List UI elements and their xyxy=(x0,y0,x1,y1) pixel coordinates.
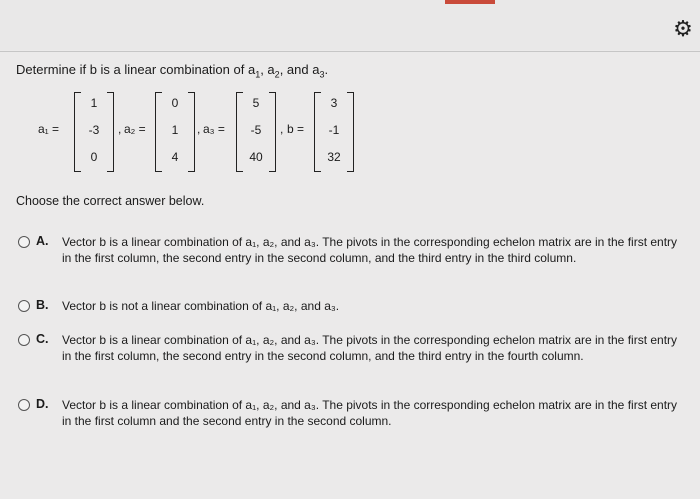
gear-icon[interactable]: ⚙ xyxy=(673,16,693,41)
vector-b xyxy=(314,92,354,170)
vector-a2 xyxy=(155,92,195,170)
choose-instruction: Choose the correct answer below. xyxy=(16,194,205,208)
vector-separator: , xyxy=(118,122,122,136)
vector-entry: 1 xyxy=(90,96,98,110)
radio-button[interactable] xyxy=(18,236,30,248)
vector-entry: -5 xyxy=(250,123,262,137)
vector-label-a1: a₁ = xyxy=(38,122,60,136)
option-text[interactable]: Vector b is a linear combination of a₁, a₂, and a₃. The pivots in the corresponding echelon matrix are in the first entry in the first column and the second entry in the second column. xyxy=(62,398,678,428)
vector-label-a3: a₃ = xyxy=(203,122,225,136)
vector-entry: 0 xyxy=(90,150,98,164)
radio-button[interactable] xyxy=(18,300,30,312)
vector-a1 xyxy=(74,92,114,170)
vector-entry: -1 xyxy=(328,123,340,137)
vector-entry: -3 xyxy=(88,123,100,137)
question-text: Determine if b is a linear combination of $a_1$, $a_2$, and $a_3$. xyxy=(16,62,329,80)
vector-label-b: b = xyxy=(287,122,305,136)
option-letter: B. xyxy=(36,298,49,312)
vector-label-a2: a₂ = xyxy=(124,122,146,136)
option-text[interactable]: Vector b is a linear combination of a₁, a₂, and a₃. The pivots in the corresponding echelon matrix are in the first entry in the first column, the second entry in the second column, and the third entry in the fourth column. xyxy=(62,333,678,363)
vector-a3 xyxy=(236,92,276,170)
vector-entry: 5 xyxy=(252,96,260,110)
option-text[interactable]: Vector b is a linear combination of a₁, a₂, and a₃. The pivots in the corresponding echelon matrix are in the first entry in the first column, the second entry in the second column, and the third entry in the third column. xyxy=(62,235,678,265)
vector-entry: 32 xyxy=(327,150,341,164)
vector-entry: 0 xyxy=(171,96,179,110)
option-letter: D. xyxy=(36,397,49,411)
vector-entry: 4 xyxy=(171,150,179,164)
radio-button[interactable] xyxy=(18,334,30,346)
option-text[interactable]: Vector b is not a linear combination of a₁, a₂, and a₃. xyxy=(62,299,340,313)
divider xyxy=(0,51,700,52)
top-bar xyxy=(0,0,700,50)
option-letter: A. xyxy=(36,234,49,248)
radio-button[interactable] xyxy=(18,399,30,411)
vector-separator: , xyxy=(197,122,201,136)
vector-row xyxy=(0,92,700,172)
vector-entry: 3 xyxy=(330,96,338,110)
active-tab-indicator xyxy=(445,0,495,4)
vector-entry: 40 xyxy=(249,150,263,164)
vector-entry: 1 xyxy=(171,123,179,137)
vector-separator: , xyxy=(280,122,284,136)
option-letter: C. xyxy=(36,332,49,346)
